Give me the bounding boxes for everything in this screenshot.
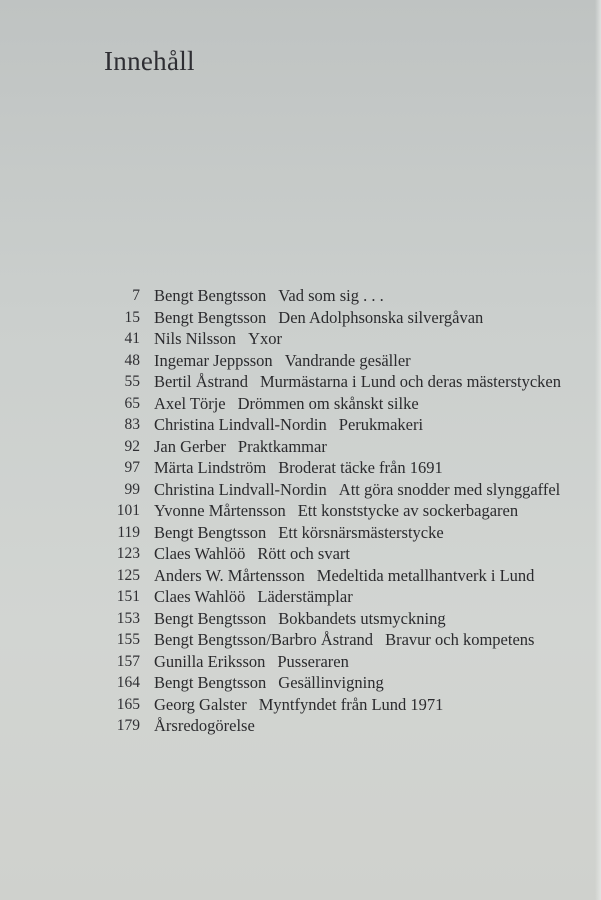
toc-entry <box>100 651 570 673</box>
toc-entry <box>100 393 570 415</box>
toc-entry <box>100 522 570 544</box>
author-name: Bengt Bengtsson/Barbro Åstrand <box>154 630 374 649</box>
article-title: Medeltida metallhantverk i Lund <box>316 565 535 585</box>
article-title: Ett konststycke av sockerbagaren <box>297 501 519 520</box>
page-number: 153 <box>116 609 140 627</box>
article-title: Drömmen om skånskt silke <box>237 393 419 413</box>
page-number: 125 <box>116 566 140 584</box>
toc-entry <box>100 586 570 608</box>
author-name: Christina Lindvall-Nordin <box>154 479 327 499</box>
author-name: Märta Lindström <box>154 458 267 477</box>
article-title: Pusseraren <box>277 651 349 671</box>
author-name: Ingemar Jeppsson <box>154 350 273 370</box>
author-name: Gunilla Eriksson <box>154 651 266 671</box>
toc-entry <box>100 479 570 501</box>
author-name: Christina Lindvall-Nordin <box>154 415 327 434</box>
page-edge <box>595 0 601 900</box>
article-title: Bravur och kompetens <box>385 630 535 649</box>
page-number: 55 <box>124 373 140 390</box>
page-number: 99 <box>124 480 140 498</box>
page-number: 119 <box>117 523 140 541</box>
author-name: Axel Törje <box>154 393 226 413</box>
author-name: Bertil Åstrand <box>154 372 248 391</box>
toc-entry <box>100 436 570 458</box>
toc-entry <box>100 543 570 565</box>
page-number: 83 <box>124 416 140 433</box>
article-title: Praktkammar <box>237 436 327 456</box>
toc-entry <box>100 350 570 372</box>
author-name: Bengt Bengtsson <box>154 608 267 628</box>
toc-entry <box>100 694 570 716</box>
author-name: Anders W. Mårtensson <box>154 565 305 585</box>
toc-entry <box>100 328 570 350</box>
author-name: Claes Wahlöö <box>154 587 246 606</box>
toc-entry <box>100 715 570 737</box>
page-number: 123 <box>116 545 140 562</box>
toc-entry <box>100 285 570 307</box>
article-title: Gesällinvigning <box>278 673 384 692</box>
page-number: 97 <box>124 459 140 476</box>
toc-entry <box>100 629 570 651</box>
article-title: Myntfyndet från Lund 1971 <box>258 694 444 714</box>
toc-entry <box>100 565 570 587</box>
page-number: 15 <box>124 308 140 326</box>
author-name: Bengt Bengtsson <box>154 522 267 542</box>
article-title: Läderstämplar <box>257 587 353 606</box>
toc-entry <box>100 307 570 329</box>
page-number: 179 <box>116 717 140 734</box>
article-title: Rött och svart <box>257 544 350 563</box>
page-number: 164 <box>116 674 140 691</box>
article-title: Perukmakeri <box>338 415 424 434</box>
page-title: Innehåll <box>104 46 195 76</box>
page-number: 155 <box>116 631 140 648</box>
author-name: Claes Wahlöö <box>154 544 246 563</box>
toc-entry <box>100 371 570 393</box>
page-number: 157 <box>116 652 140 670</box>
page-number: 65 <box>124 394 140 412</box>
toc-entry <box>100 608 570 630</box>
author-name: Yvonne Mårtensson <box>154 501 286 520</box>
article-title: Bokbandets utsmyckning <box>278 608 446 628</box>
page-number: 92 <box>124 437 140 455</box>
article-title: Broderat täcke från 1691 <box>278 458 443 477</box>
page-number: 48 <box>124 351 140 369</box>
page-number: 151 <box>116 588 140 605</box>
article-title: Ett körsnärsmästerstycke <box>278 522 444 542</box>
article-title: Vandrande gesäller <box>284 350 411 370</box>
page-number: 101 <box>116 502 140 519</box>
article-title: Vad som sig . . . <box>278 286 384 305</box>
author-name: Georg Galster <box>154 694 247 714</box>
page-number: 7 <box>132 287 140 304</box>
author-name: Bengt Bengtsson <box>154 307 267 327</box>
article-title: Yxor <box>248 329 282 348</box>
author-name: Nils Nilsson <box>154 329 237 348</box>
toc-entry <box>100 500 570 522</box>
article-title: Den Adolphsonska silvergåvan <box>278 307 484 327</box>
article-title: Murmästarna i Lund och deras mästerstycken <box>259 372 561 391</box>
page-number: 41 <box>124 330 140 347</box>
author-name: Bengt Bengtsson <box>154 286 267 305</box>
author-name: Årsredogörelse <box>154 716 255 735</box>
article-title: Att göra snodder med slynggaffel <box>338 479 561 499</box>
toc-entry <box>100 672 570 694</box>
toc-entry <box>100 414 570 436</box>
page-number: 165 <box>116 695 140 713</box>
author-name: Jan Gerber <box>154 436 226 456</box>
toc-entry <box>100 457 570 479</box>
author-name: Bengt Bengtsson <box>154 673 267 692</box>
table-of-contents <box>100 285 570 737</box>
